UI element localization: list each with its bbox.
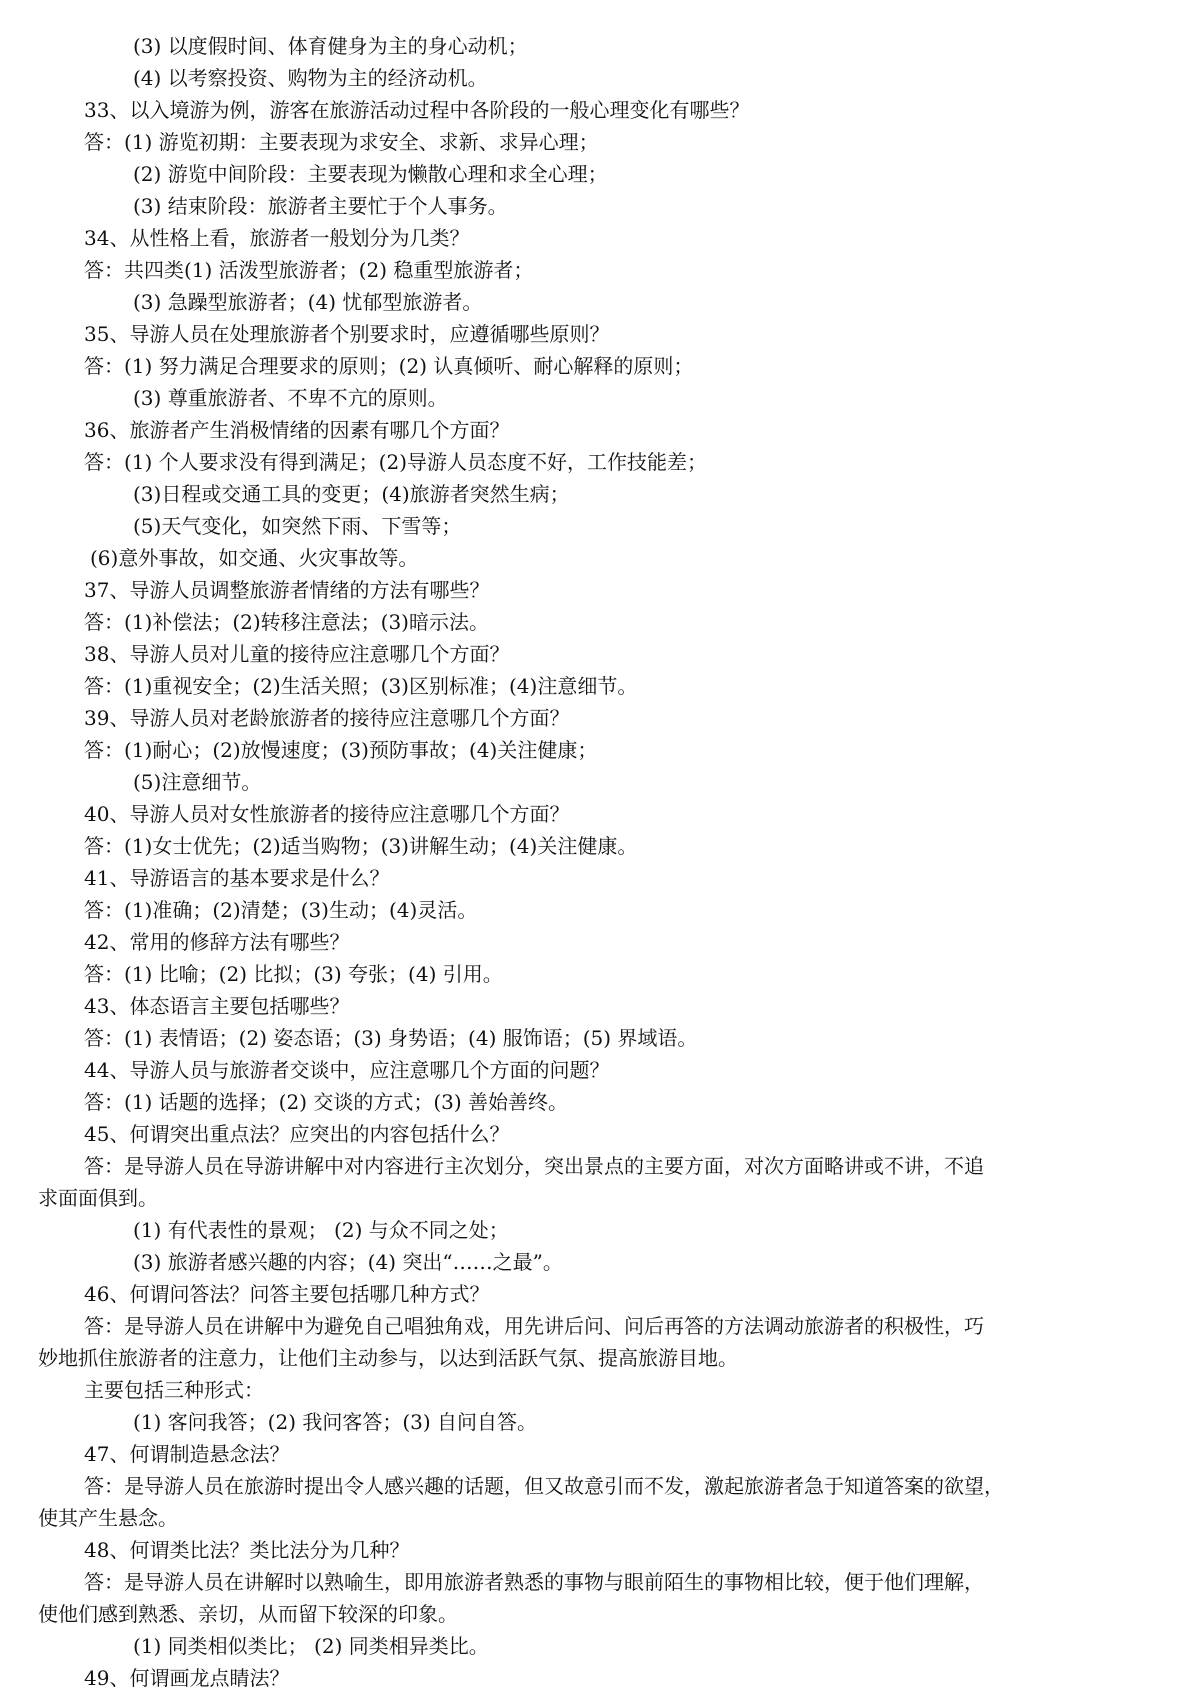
text-line: (1) 同类相似类比； (2) 同类相异类比。 [133,1634,489,1658]
text-line: (5)天气变化，如突然下雨、下雪等； [133,514,462,538]
question-line: 45、何谓突出重点法？应突出的内容包括什么？ [84,1122,510,1146]
answer-line: 答：是导游人员在旅游时提出令人感兴趣的话题，但又故意引而不发，激起旅游者急于知道答案的欲望， [84,1474,1004,1498]
answer-line: 答：是导游人员在导游讲解中对内容进行主次划分，突出景点的主要方面，对次方面略讲或不讲，不追 [84,1154,984,1178]
answer-line: 答：(1) 话题的选择；(2) 交谈的方式；(3) 善始善终。 [84,1090,569,1114]
text-line: (3) 急躁型旅游者；(4) 忧郁型旅游者。 [133,290,483,314]
text-line: (3) 以度假时间、体育健身为主的身心动机； [133,34,528,58]
question-line: 33、以入境游为例，游客在旅游活动过程中各阶段的一般心理变化有哪些？ [84,98,750,122]
text-line: (5)注意细节。 [133,770,262,794]
answer-line: 答：共四类(1) 活泼型旅游者；(2) 稳重型旅游者； [84,258,534,282]
question-line: 48、何谓类比法？类比法分为几种？ [84,1538,410,1562]
text-line: 使其产生悬念。 [38,1506,178,1530]
answer-line: 答：(1)耐心；(2)放慢速度；(3)预防事故；(4)关注健康； [84,738,598,762]
answer-line: 答：(1)重视安全；(2)生活关照；(3)区别标准；(4)注意细节。 [84,674,638,698]
question-line: 46、何谓问答法？问答主要包括哪几种方式？ [84,1282,490,1306]
question-line: 36、旅游者产生消极情绪的因素有哪几个方面？ [84,418,510,442]
text-line: 使他们感到熟悉、亲切，从而留下较深的印象。 [38,1602,458,1626]
question-line: 39、导游人员对老龄旅游者的接待应注意哪几个方面？ [84,706,570,730]
question-line: 40、导游人员对女性旅游者的接待应注意哪几个方面？ [84,802,570,826]
text-line: (1) 有代表性的景观； (2) 与众不同之处； [133,1218,509,1242]
text-line: (2) 游览中间阶段：主要表现为懒散心理和求全心理； [133,162,608,186]
question-line: 42、常用的修辞方法有哪些？ [84,930,350,954]
answer-line: 答：是导游人员在讲解时以熟喻生，即用旅游者熟悉的事物与眼前陌生的事物相比较，便于他们理解， [84,1570,984,1594]
answer-line: 答：(1) 比喻；(2) 比拟；(3) 夸张；(4) 引用。 [84,962,503,986]
text-line: (3) 尊重旅游者、不卑不亢的原则。 [133,386,448,410]
answer-line: 答：(1)女士优先；(2)适当购物；(3)讲解生动；(4)关注健康。 [84,834,638,858]
question-line: 34、从性格上看，旅游者一般划分为几类？ [84,226,470,250]
answer-line: 答：(1) 游览初期：主要表现为求安全、求新、求异心理； [84,130,599,154]
text-line: (6)意外事故，如交通、火灾事故等。 [90,546,419,570]
question-line: 44、导游人员与旅游者交谈中，应注意哪几个方面的问题？ [84,1058,610,1082]
text-line: 妙地抓住旅游者的注意力，让他们主动参与，以达到活跃气氛、提高旅游目地。 [38,1346,738,1370]
answer-line: 答：(1) 个人要求没有得到满足；(2)导游人员态度不好，工作技能差； [84,450,708,474]
text-line: (3) 结束阶段：旅游者主要忙于个人事务。 [133,194,508,218]
text-line: (3) 旅游者感兴趣的内容；(4) 突出“……之最”。 [133,1250,563,1274]
text-line: (3)日程或交通工具的变更；(4)旅游者突然生病； [133,482,570,506]
question-line: 37、导游人员调整旅游者情绪的方法有哪些？ [84,578,490,602]
text-line: (1) 客问我答；(2) 我问客答；(3) 自问自答。 [133,1410,538,1434]
answer-line: 答：(1) 表情语；(2) 姿态语；(3) 身势语；(4) 服饰语；(5) 界域语。 [84,1026,698,1050]
answer-line: 答：(1) 努力满足合理要求的原则；(2) 认真倾听、耐心解释的原则； [84,354,694,378]
question-line: 43、体态语言主要包括哪些？ [84,994,350,1018]
question-line: 35、导游人员在处理旅游者个别要求时，应遵循哪些原则？ [84,322,610,346]
question-line: 47、何谓制造悬念法？ [84,1442,290,1466]
question-line: 49、何谓画龙点睛法？ [84,1666,290,1690]
text-line: (4) 以考察投资、购物为主的经济动机。 [133,66,488,90]
question-line: 38、导游人员对儿童的接待应注意哪几个方面？ [84,642,510,666]
answer-line: 答：(1)准确；(2)清楚；(3)生动；(4)灵活。 [84,898,478,922]
text-line: 求面面俱到。 [38,1186,158,1210]
text-line: 主要包括三种形式： [84,1378,264,1402]
question-line: 41、导游语言的基本要求是什么？ [84,866,390,890]
answer-line: 答：是导游人员在讲解中为避免自己唱独角戏，用先讲后问、问后再答的方法调动旅游者的积极性，巧 [84,1314,984,1338]
answer-line: 答：(1)补偿法；(2)转移注意法；(3)暗示法。 [84,610,489,634]
